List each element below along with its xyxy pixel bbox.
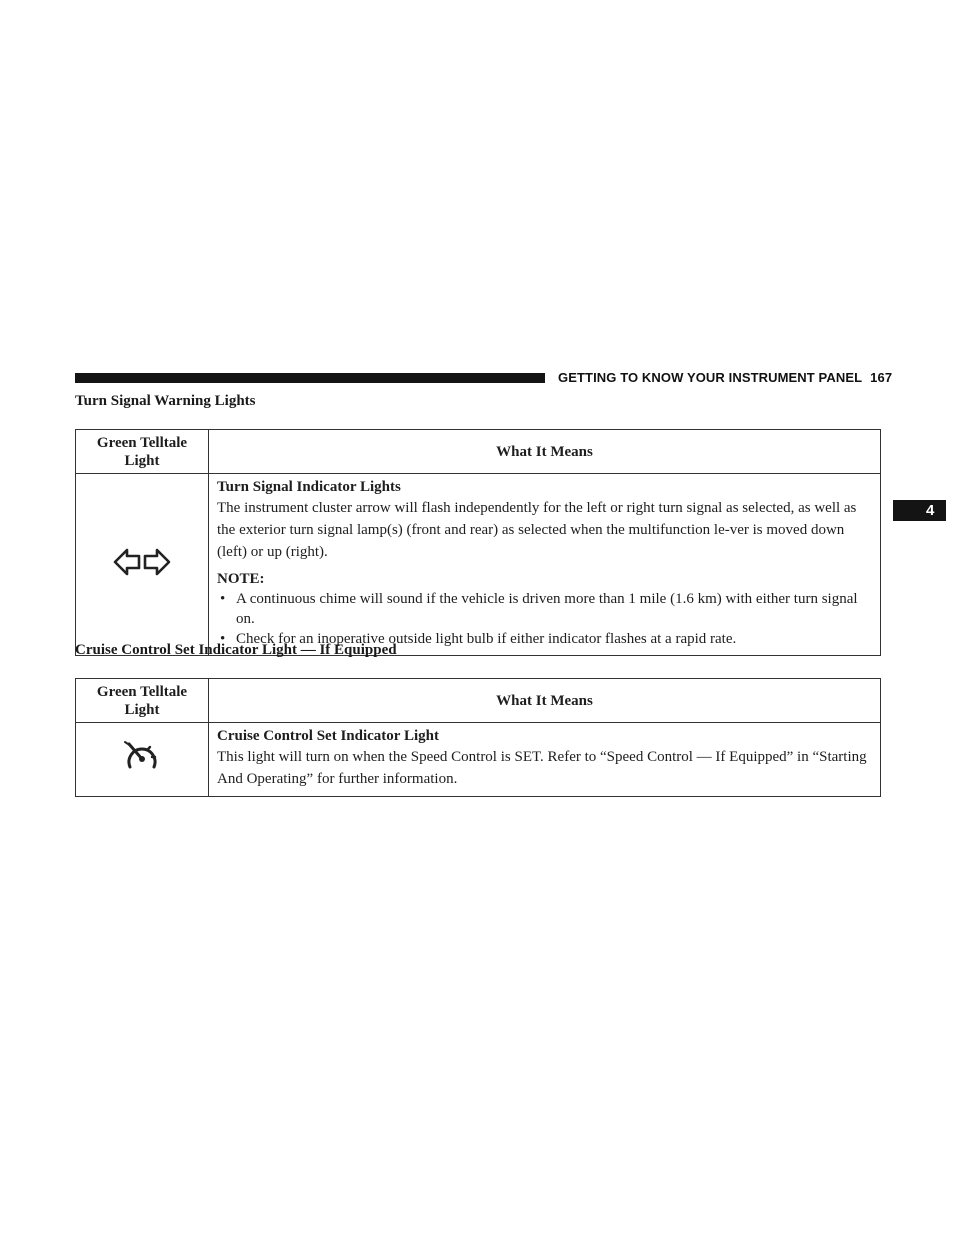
section-heading-cruise-control: Cruise Control Set Indicator Light — If Equipped [75, 642, 397, 658]
chapter-tab[interactable]: 4 [893, 500, 946, 521]
col-header-telltale: Green Telltale Light [76, 430, 209, 474]
col-header-telltale: Green Telltale Light [76, 679, 209, 723]
row-title: Turn Signal Indicator Lights [217, 479, 401, 495]
turn-signal-arrows-icon [113, 570, 171, 586]
list-item: • Check for an inoperative outside light bulb if either indicator flashes at a rapid rate. [217, 629, 872, 649]
section-heading-turn-signal: Turn Signal Warning Lights [75, 393, 256, 409]
col-header-meaning: What It Means [209, 679, 881, 723]
cruise-control-table [75, 678, 881, 797]
row-title: Cruise Control Set Indicator Light [217, 728, 439, 744]
header-bar [75, 373, 545, 383]
table-row [76, 723, 881, 797]
header-title: GETTING TO KNOW YOUR INSTRUMENT PANEL [558, 370, 863, 385]
table-header-row [76, 679, 881, 723]
note-bullets [217, 589, 872, 649]
page-number: 167 [870, 370, 893, 385]
row-body: This light will turn on when the Speed Control is SET. Refer to “Speed Control — If Equipped” in “Starting And Operating” for further information. [217, 749, 867, 787]
note-label: NOTE: [217, 571, 265, 587]
table-header-row [76, 430, 881, 474]
meaning-cell [209, 723, 881, 797]
col-header-meaning: What It Means [209, 430, 881, 474]
list-item: • A continuous chime will sound if the vehicle is driven more than 1 mile (1.6 km) with either turn signal on. [217, 589, 872, 629]
table-row [76, 474, 881, 656]
cruise-control-set-icon [122, 765, 162, 781]
turn-signal-table [75, 429, 881, 656]
telltale-cell [76, 723, 209, 797]
running-header [558, 370, 892, 385]
telltale-cell [76, 474, 209, 656]
meaning-cell [209, 474, 881, 656]
row-body: The instrument cluster arrow will flash independently for the left or right turn signal as selected, as well as the exterior turn signal lamp(s) (front and rear) as selected when the multifunction le-ver is moved down (left) or up (right). [217, 500, 857, 560]
